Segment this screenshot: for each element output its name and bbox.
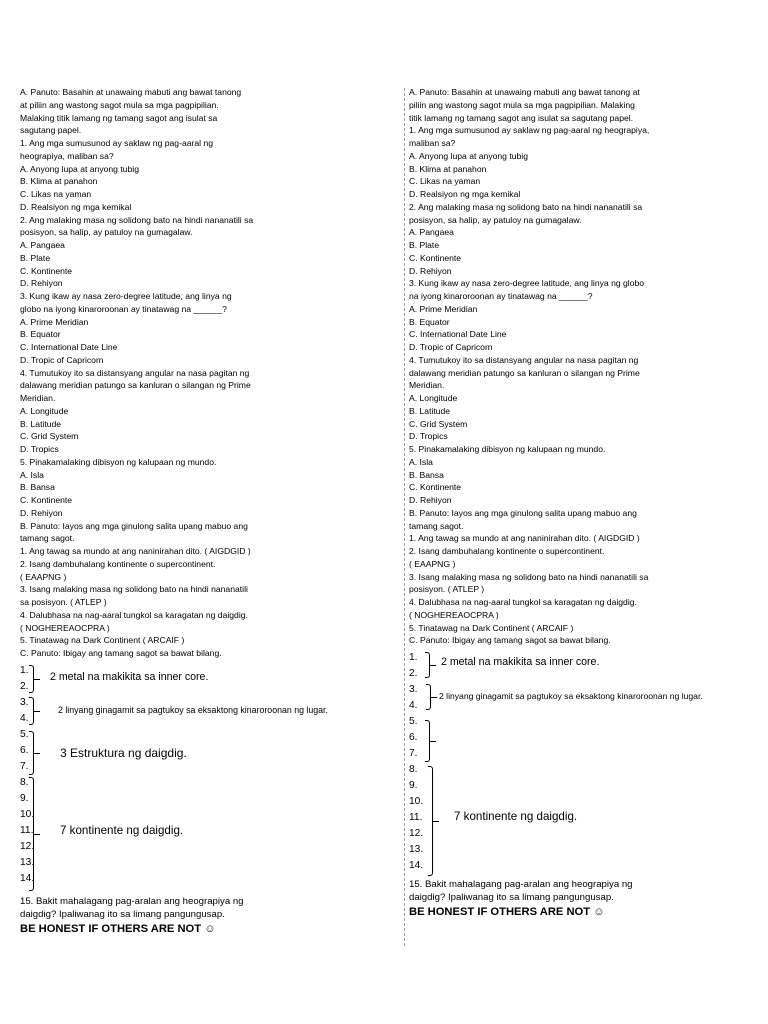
answer-number: 6. bbox=[409, 732, 418, 743]
answer-number: 14. bbox=[20, 872, 35, 884]
worksheet-line: Meridian. bbox=[409, 380, 445, 391]
question-15-line-2: daigdig? Ipaliwanag ito sa limang pangungusap. bbox=[20, 908, 225, 920]
worksheet-line: D. Tropic of Capricorn bbox=[20, 354, 104, 365]
brace-group-4 bbox=[428, 766, 433, 876]
question-15-line-2: daigdig? Ipaliwanag ito sa limang pangungusap. bbox=[409, 892, 614, 903]
worksheet-line: B. Panuto: Iayos ang mga ginulong salita upang mabuo ang bbox=[409, 507, 637, 518]
worksheet-line: posisyon. ( ATLEP ) bbox=[409, 584, 485, 595]
worksheet-line: D. Rehiyon bbox=[20, 507, 63, 518]
question-text-block bbox=[20, 86, 382, 660]
worksheet-line: A. Panuto: Basahin at unawaing mabuti ang bawat tanong bbox=[20, 87, 242, 97]
worksheet-line: ( EAAPNG ) bbox=[20, 571, 67, 582]
worksheet-line: A. Prime Meridian bbox=[409, 303, 478, 314]
honesty-note: BE HONEST IF OTHERS ARE NOT ☺ bbox=[409, 906, 605, 918]
worksheet-line: B. Plate bbox=[20, 252, 51, 263]
worksheet-line: D. Rehiyon bbox=[409, 265, 452, 276]
worksheet-line: A. Prime Meridian bbox=[20, 316, 89, 327]
worksheet-line: na iyong kinaroroonan ay tinatawag na ______? bbox=[409, 291, 593, 301]
worksheet-line: C. Likas na yaman bbox=[20, 189, 92, 199]
worksheet-line: titik lamang ng tamang sagot ang isulat sa sagutang papel. bbox=[409, 112, 634, 123]
caption-inner-core-metals: 2 metal na makikita sa inner core. bbox=[50, 670, 209, 683]
worksheet-line: 5. Pinakamalaking dibisyon ng kalupaan ng mundo. bbox=[20, 456, 217, 467]
worksheet-line: maliban sa? bbox=[409, 138, 456, 148]
answer-number: 2. bbox=[20, 680, 29, 692]
worksheet-line: heograpiya, maliban sa? bbox=[20, 150, 114, 161]
worksheet-line: A. Anyong lupa at anyong tubig bbox=[409, 150, 528, 161]
worksheet-line: B. Bansa bbox=[409, 469, 444, 480]
worksheet-line: A. Longitude bbox=[409, 393, 458, 403]
worksheet-line: D. Tropics bbox=[20, 444, 59, 454]
worksheet-line: ( NOGHEREAOCPRA ) bbox=[20, 622, 110, 633]
worksheet-line: B. Equator bbox=[20, 329, 61, 340]
worksheet-line: 3. Isang malaking masa ng solidong bato na hindi nananatili sa bbox=[409, 571, 649, 582]
worksheet-line: A. Anyong lupa at anyong tubig bbox=[20, 163, 139, 174]
caption-inner-core-metals: 2 metal na makikita sa inner core. bbox=[441, 656, 600, 668]
worksheet-line: at piliin ang wastong sagot mula sa mga pagpipilian. bbox=[20, 99, 219, 110]
worksheet-line: A. Panuto: Basahin at unawaing mabuti ang bawat tanong at bbox=[409, 87, 640, 97]
brace-group-3 bbox=[425, 720, 430, 762]
worksheet-line: 3. Isang malaking masa ng solidong bato na hindi nananatili bbox=[20, 584, 248, 595]
worksheet-line: 4. Dalubhasa na nag-aaral tungkol sa karagatan ng daigdig. bbox=[409, 597, 637, 607]
worksheet-line: C. Likas na yaman bbox=[409, 176, 481, 187]
column-divider bbox=[404, 88, 405, 946]
question-text-block bbox=[409, 86, 764, 647]
worksheet-line: 5. Tinatawag na Dark Continent ( ARCAIF ) bbox=[409, 622, 574, 633]
answer-number-list bbox=[20, 663, 382, 895]
worksheet-line: B. Klima at panahon bbox=[20, 176, 98, 187]
answer-number: 4. bbox=[20, 712, 29, 724]
worksheet-line: posisyon, sa halip, ay patuloy na gumagalaw. bbox=[409, 214, 582, 225]
worksheet-line: 5. Tinatawag na Dark Continent ( ARCAIF ) bbox=[20, 635, 185, 646]
answer-number: 12. bbox=[20, 840, 35, 852]
brace-group-2 bbox=[29, 697, 34, 725]
worksheet-line: 1. Ang tawag sa mundo at ang naninirahan dito. ( AIGDGID ) bbox=[409, 533, 640, 544]
worksheet-line: 3. Kung ikaw ay nasa zero-degree latitude, ang linya ng globo bbox=[409, 278, 645, 289]
worksheet-line: B. Equator bbox=[409, 316, 450, 327]
caption-continents: 7 kontinente ng daigdig. bbox=[454, 810, 578, 823]
answer-number: 14. bbox=[409, 860, 424, 871]
worksheet-line: Meridian. bbox=[20, 393, 56, 403]
brace-group-3 bbox=[29, 731, 34, 775]
worksheet-line: 2. Ang malaking masa ng solidong bato na hindi nananatili sa bbox=[409, 201, 643, 212]
answer-number: 1. bbox=[409, 652, 418, 663]
answer-number: 13. bbox=[20, 856, 35, 868]
brace-group-2 bbox=[426, 684, 431, 710]
answer-number: 9. bbox=[409, 780, 418, 791]
answer-number: 10. bbox=[20, 808, 35, 820]
worksheet-line: D. Rehiyon bbox=[20, 278, 63, 289]
worksheet-line: 1. Ang mga sumusunod ay saklaw ng pag-aaral ng bbox=[20, 138, 214, 148]
worksheet-line: sa posisyon. ( ATLEP ) bbox=[20, 597, 107, 607]
worksheet-line: sagutang papel. bbox=[20, 125, 82, 136]
worksheet-line: 5. Pinakamalaking dibisyon ng kalupaan ng mundo. bbox=[409, 444, 606, 454]
worksheet-line: B. Latitude bbox=[409, 405, 451, 416]
caption-location-lines: 2 linyang ginagamit sa pagtukoy sa eksaktong kinaroroonan ng lugar. bbox=[439, 691, 703, 701]
worksheet-line: C. Kontinente bbox=[20, 265, 73, 276]
worksheet-line: B. Bansa bbox=[20, 482, 55, 493]
worksheet-line: A. Pangaea bbox=[20, 240, 65, 250]
worksheet-line: 2. Isang dambuhalang kontinente o supercontinent. bbox=[20, 558, 216, 569]
answer-number: 2. bbox=[409, 668, 418, 679]
worksheet-line: C. Panuto: Ibigay ang tamang sagot sa bawat bilang. bbox=[409, 635, 611, 646]
worksheet-line: D. Tropics bbox=[409, 431, 448, 442]
worksheet-line: D. Rehiyon bbox=[409, 495, 452, 505]
answer-number: 10. bbox=[409, 796, 424, 807]
worksheet-line: C. Kontinente bbox=[20, 495, 73, 505]
worksheet-line: B. Panuto: Iayos ang mga ginulong salita upang mabuo ang bbox=[20, 520, 248, 531]
answer-number: 3. bbox=[409, 684, 418, 695]
worksheet-line: dalawang meridian patungo sa kanluran o silangan ng Prime bbox=[409, 367, 640, 378]
worksheet-line: C. International Date Line bbox=[409, 329, 507, 340]
answer-number: 1. bbox=[20, 664, 29, 676]
worksheet-line: C. Kontinente bbox=[409, 252, 462, 263]
worksheet-line: C. Grid System bbox=[20, 431, 79, 442]
worksheet-line: A. Isla bbox=[20, 469, 44, 480]
worksheet-line: D. Realsiyon ng mga kemikal bbox=[20, 201, 132, 212]
worksheet-line: 1. Ang mga sumusunod ay saklaw ng pag-aaral ng heograpiya, bbox=[409, 125, 650, 136]
worksheet-line: C. Grid System bbox=[409, 418, 468, 429]
worksheet-line: 2. Ang malaking masa ng solidong bato na hindi nananatili sa bbox=[20, 214, 254, 225]
brace-group-1 bbox=[425, 652, 430, 678]
worksheet-line: B. Klima at panahon bbox=[409, 163, 487, 174]
worksheet-line: 4. Dalubhasa na nag-aaral tungkol sa karagatan ng daigdig. bbox=[20, 609, 248, 620]
worksheet-line: dalawang meridian patungo sa kanluran o silangan ng Prime bbox=[20, 380, 251, 391]
worksheet-line: 1. Ang tawag sa mundo at ang naninirahan dito. ( AIGDGID ) bbox=[20, 546, 251, 556]
question-15-line-1: 15. Bakit mahalagang pag-aralan ang heograpiya ng bbox=[409, 879, 633, 890]
worksheet-line: ( NOGHEREAOCPRA ) bbox=[409, 609, 499, 620]
worksheet-line: 3. Kung ikaw ay nasa zero-degree latitude, ang linya ng bbox=[20, 291, 232, 301]
honesty-note: BE HONEST IF OTHERS ARE NOT ☺ bbox=[20, 922, 216, 935]
answer-number: 8. bbox=[20, 776, 29, 788]
worksheet-line: 4. Tumutukoy ito sa distansyang angular na nasa pagitan ng bbox=[20, 367, 250, 378]
worksheet-line: B. Plate bbox=[409, 240, 440, 250]
worksheet-line: piliin ang wastong sagot mula sa mga pagpipilian. Malaking bbox=[409, 99, 635, 110]
worksheet-line: tamang sagot. bbox=[20, 533, 75, 544]
answer-number-list bbox=[409, 650, 764, 878]
worksheet-line: C. Kontinente bbox=[409, 482, 462, 493]
caption-location-lines: 2 linyang ginagamit sa pagtukoy sa eksaktong kinaroroonan ng lugar. bbox=[58, 704, 328, 715]
worksheet-line: posisyon, sa halip, ay patuloy na gumagalaw. bbox=[20, 227, 193, 238]
worksheet-line: C. International Date Line bbox=[20, 342, 118, 352]
worksheet-line: D. Tropic of Capricorn bbox=[409, 342, 493, 352]
brace-group-1 bbox=[29, 665, 34, 693]
worksheet-line: 4. Tumutukoy ito sa distansyang angular na nasa pagitan ng bbox=[409, 354, 639, 365]
caption-continents: 7 kontinente ng daigdig. bbox=[60, 823, 184, 837]
worksheet-line: C. Panuto: Ibigay ang tamang sagot sa bawat bilang. bbox=[20, 648, 222, 658]
worksheet-line: D. Realsiyon ng mga kemikal bbox=[409, 189, 521, 199]
answer-number: 8. bbox=[409, 764, 418, 775]
worksheet-line: A. Isla bbox=[409, 456, 433, 467]
worksheet-line: 2. Isang dambuhalang kontinente o supercontinent. bbox=[409, 546, 605, 556]
worksheet-line: B. Latitude bbox=[20, 418, 62, 429]
answer-number: 5. bbox=[20, 728, 29, 740]
question-15-line-1: 15. Bakit mahalagang pag-aralan ang heograpiya ng bbox=[20, 895, 244, 907]
answer-number: 7. bbox=[20, 760, 29, 772]
answer-number: 9. bbox=[20, 792, 29, 804]
answer-number: 6. bbox=[20, 744, 29, 756]
worksheet-line: A. Pangaea bbox=[409, 227, 454, 238]
answer-number: 3. bbox=[20, 696, 29, 708]
caption-earth-structures: 3 Estruktura ng daigdig. bbox=[60, 745, 187, 760]
worksheet-line: Malaking titik lamang ng tamang sagot ang isulat sa bbox=[20, 112, 218, 123]
answer-number: 5. bbox=[409, 716, 418, 727]
worksheet-column-right bbox=[409, 86, 764, 920]
answer-number: 7. bbox=[409, 748, 418, 759]
worksheet-column-left bbox=[20, 86, 382, 937]
worksheet-line: tamang sagot. bbox=[409, 520, 464, 531]
answer-number: 4. bbox=[409, 700, 418, 711]
worksheet-line: globo na iyong kinaroroonan ay tinatawag na ______? bbox=[20, 303, 227, 314]
answer-number: 12. bbox=[409, 828, 424, 839]
worksheet-line: A. Longitude bbox=[20, 405, 69, 416]
answer-number: 13. bbox=[409, 844, 424, 855]
answer-number: 11. bbox=[20, 824, 34, 836]
worksheet-line: ( EAAPNG ) bbox=[409, 558, 456, 569]
answer-number: 11. bbox=[409, 812, 423, 823]
